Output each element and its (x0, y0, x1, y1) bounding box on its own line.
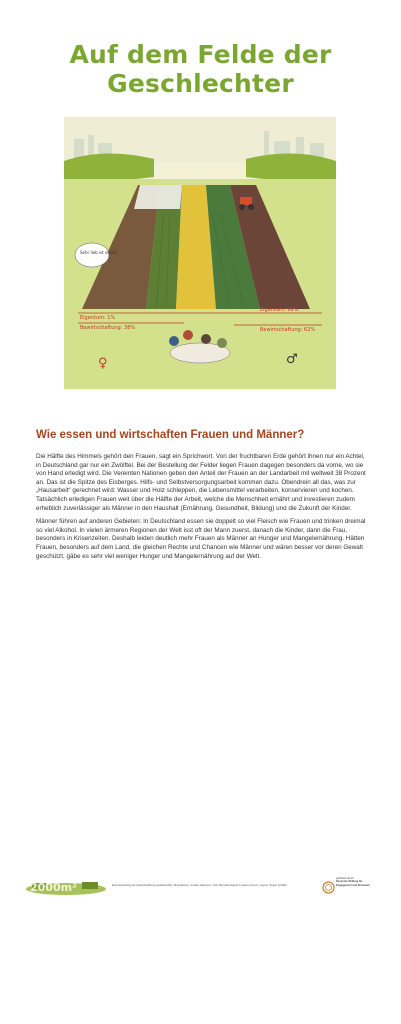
speech-bubble-text: Sehr lieb ist sonst! (80, 250, 118, 255)
field-illustration (64, 117, 336, 389)
male-symbol-icon: ♂ (286, 352, 298, 367)
section-body (36, 453, 366, 566)
section-heading: Wie essen und wirtschaften Frauen und Männer? (36, 429, 305, 441)
2000m2-logo (26, 877, 106, 895)
dsee-logo (322, 876, 374, 900)
label-women-ownership: Eigentum: 1% (80, 315, 116, 321)
2000m2-logo-text: 2000m² (30, 881, 77, 894)
dsee-circle-icon (322, 881, 335, 894)
footer-credits: Eine Ausstellung der Zukunftsstiftung Landwirtschaft | Illustrationen: Anneke Hartmann | Text: Benedikt Haerlin & Jasper Grimm | Layout: Jürgen Schäfer (112, 884, 287, 887)
body-paragraph: Männer führen auf anderen Gebieten: In Deutschland essen sie doppelt so viel Fleisch wie Frauen und trinken dreimal so viel Alkohol. In vielen ärmeren Regionen der Welt isst oft der Mann zuerst, danach die Kinder, dann die Frau, besonders in Krisenzeiten. Deshalb leiden deutlich mehr Frauen als Männer an Hunger und Mangelernährung. Hätten Frauen, besonders auf dem Land, die gleichen Rechte und Chancen wie Männer und wären besser vor deren Gewalt geschützt, gäbe es sehr viel weniger Hunger und Mangelernährung auf der Welt. (36, 518, 366, 560)
label-men-farming: Bewirtschaftung: 62% (260, 327, 316, 333)
body-paragraph: Die Hälfte des Himmels gehört den Frauen, sagt ein Sprichwort. Von der fruchtbaren Erde gehört ihnen nur ein Achtel, in Deutschland gar nur ein Zwölftel. Bei der Bestellung der Felder liegen Frauen dagegen besonders da vorne, wo sie von Hand erledigt wird. Die Vereinten Nationen geben den Anteil der Frauen an der Landarbeit mit weltweit 38 Prozent an. Das ist die Spitze des Eisberges. Hilfs- und Selbstversorgungsarbeit kommen dazu. Obendrein all das, was zur „Hausarbeit“ gerechnet wird: Wasser und Holz schleppen, die Lebensmittel verarbeiten, konservieren und kochen. Tatsächlich erledigen Frauen weit über die Hälfte der Arbeit, welche die Menschheit ernährt und investieren zudem erheblich zuverlässiger als Männer in den Haushalt (Ernährung, Gesundheit, Bildung) und die Zukunft der Kinder. (36, 453, 366, 512)
label-men-ownership: Eigentum: 99% (260, 307, 299, 313)
dsee-small-label: gefördert durch (336, 877, 354, 880)
label-women-farming: Bewirtschaftung: 38% (80, 325, 136, 331)
female-symbol-icon: ♀ (98, 356, 108, 371)
page-title: Auf dem Felde der Geschlechter (69, 40, 332, 98)
dsee-name: Deutsche Stiftung für Engagement und Ehrenamt (336, 880, 370, 887)
